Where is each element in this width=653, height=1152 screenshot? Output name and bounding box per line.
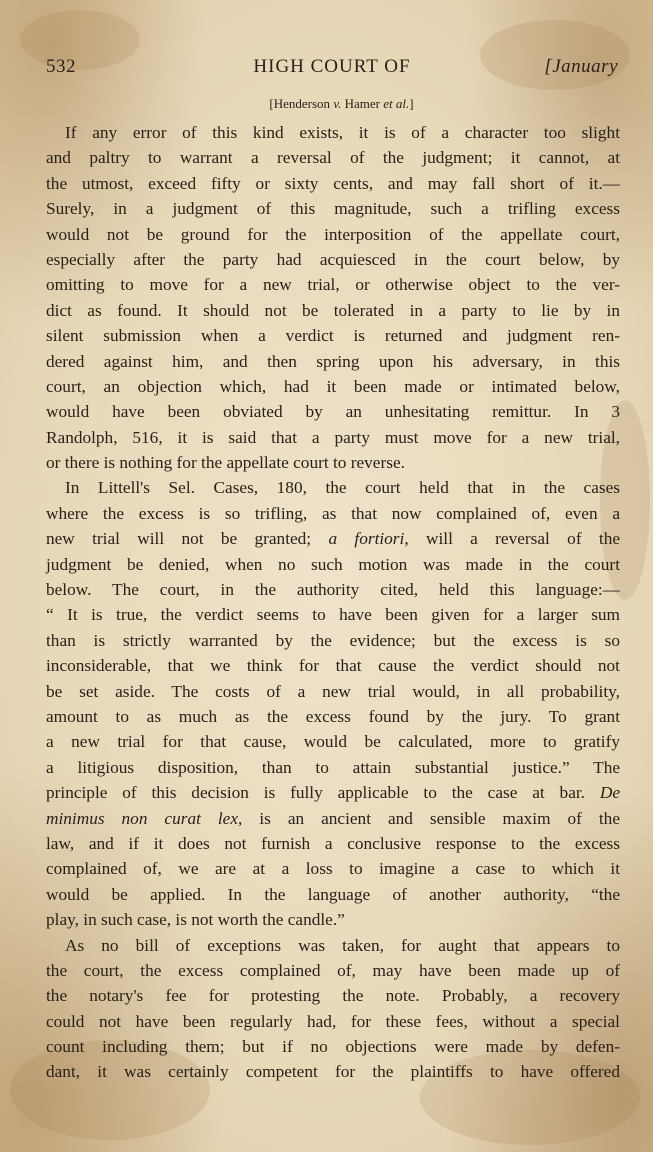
- text-line: a new trial for that cause, would be calculated, more to gratify: [46, 732, 620, 752]
- text-line: In Littell's Sel. Cases, 180, the court held that in the cases: [65, 478, 620, 498]
- text-line: would be applied. In the language of another authority, “the: [46, 884, 620, 904]
- text-line: count including them; but if no objections were made by defen-: [46, 1037, 620, 1057]
- text-line: and paltry to warrant a reversal of the judgment; it cannot, at: [46, 148, 620, 168]
- text-line: “ It is true, the verdict seems to have been given for a larger sum: [46, 605, 620, 625]
- text-line: law, and if it does not furnish a conclusive response to the excess: [46, 833, 620, 853]
- text-line: below. The court, in the authority cited, held this language:—: [46, 580, 620, 600]
- text-line: [46, 806, 620, 831]
- italic-phrase: De: [599, 783, 620, 803]
- text-line: silent submission when a verdict is returned and judgment ren-: [46, 326, 620, 346]
- italic-phrase: minimus non curat lex: [46, 808, 239, 828]
- text-line: complained of, we are at a loss to imagine a case to which it: [46, 859, 620, 879]
- body-text: [46, 120, 620, 1085]
- case-ref-prefix: [Henderson: [269, 96, 334, 111]
- text-line: [46, 780, 620, 805]
- text-run: , is an ancient and sensible maxim of the: [238, 808, 620, 828]
- text-line: or there is nothing for the appellate court to reverse.: [46, 453, 405, 473]
- text-line: dict as found. It should not be tolerated in a party to lie by in: [46, 300, 620, 320]
- text-line: judgment be denied, when no such motion was made in the court: [46, 554, 620, 574]
- case-ref-etal: et al.: [383, 96, 410, 111]
- text-run: new trial will not be granted;: [46, 529, 329, 549]
- text-run: principle of this decision is fully applicable to the case at bar.: [46, 783, 600, 803]
- text-line: dant, it was certainly competent for the plaintiffs to have offered: [46, 1062, 620, 1082]
- text-run: , will a reversal of the: [404, 529, 621, 549]
- case-ref-v: v.: [333, 96, 342, 111]
- italic-phrase: a fortiori: [328, 529, 405, 549]
- text-line: than is strictly warranted by the evidence; but the excess is so: [46, 630, 620, 650]
- running-header: [46, 56, 618, 82]
- running-month: [January: [544, 56, 618, 77]
- text-line: inconsiderable, that we think for that cause the verdict should not: [46, 656, 620, 676]
- text-line: amount to as much as the excess found by the jury. To grant: [46, 706, 620, 726]
- text-line: where the excess is so trifling, as that now complained of, even a: [46, 503, 620, 523]
- text-line: a litigious disposition, than to attain substantial justice.” The: [46, 757, 620, 777]
- text-line: the utmost, exceed fifty or sixty cents, and may fall short of it.—: [46, 173, 620, 193]
- case-reference: [0, 96, 653, 112]
- text-line: could not have been regularly had, for these fees, without a special: [46, 1011, 620, 1031]
- text-line: would have been obviated by an unhesitating remittur. In 3: [46, 402, 620, 422]
- text-line: especially after the party had acquiesced in the court below, by: [46, 249, 620, 269]
- text-line: play, in such case, is not worth the candle.”: [46, 910, 345, 930]
- text-line: would not be ground for the interposition of the appellate court,: [46, 224, 620, 244]
- text-line: the notary's fee for protesting the note. Probably, a recovery: [46, 986, 620, 1006]
- text-line: be set aside. The costs of a new trial would, in all probability,: [46, 681, 620, 701]
- text-line: Surely, in a judgment of this magnitude, such a trifling excess: [46, 199, 620, 219]
- text-line: Randolph, 516, it is said that a party must move for a new trial,: [46, 427, 620, 447]
- text-line: If any error of this kind exists, it is of a character too slight: [65, 123, 620, 142]
- running-title: HIGH COURT OF: [253, 56, 411, 77]
- text-line: the court, the excess complained of, may have been made up of: [46, 960, 620, 980]
- text-line: [46, 526, 620, 551]
- text-line: omitting to move for a new trial, or otherwise object to the ver-: [46, 275, 620, 295]
- text-line: As no bill of exceptions was taken, for aught that appears to: [65, 935, 620, 955]
- page-number: 532: [46, 56, 76, 77]
- text-line: court, an objection which, had it been made or intimated below,: [46, 376, 620, 396]
- case-ref-suffix: ]: [409, 96, 414, 111]
- case-ref-middle: Hamer: [341, 96, 384, 111]
- text-line: dered against him, and then spring upon his adversary, in this: [46, 351, 620, 371]
